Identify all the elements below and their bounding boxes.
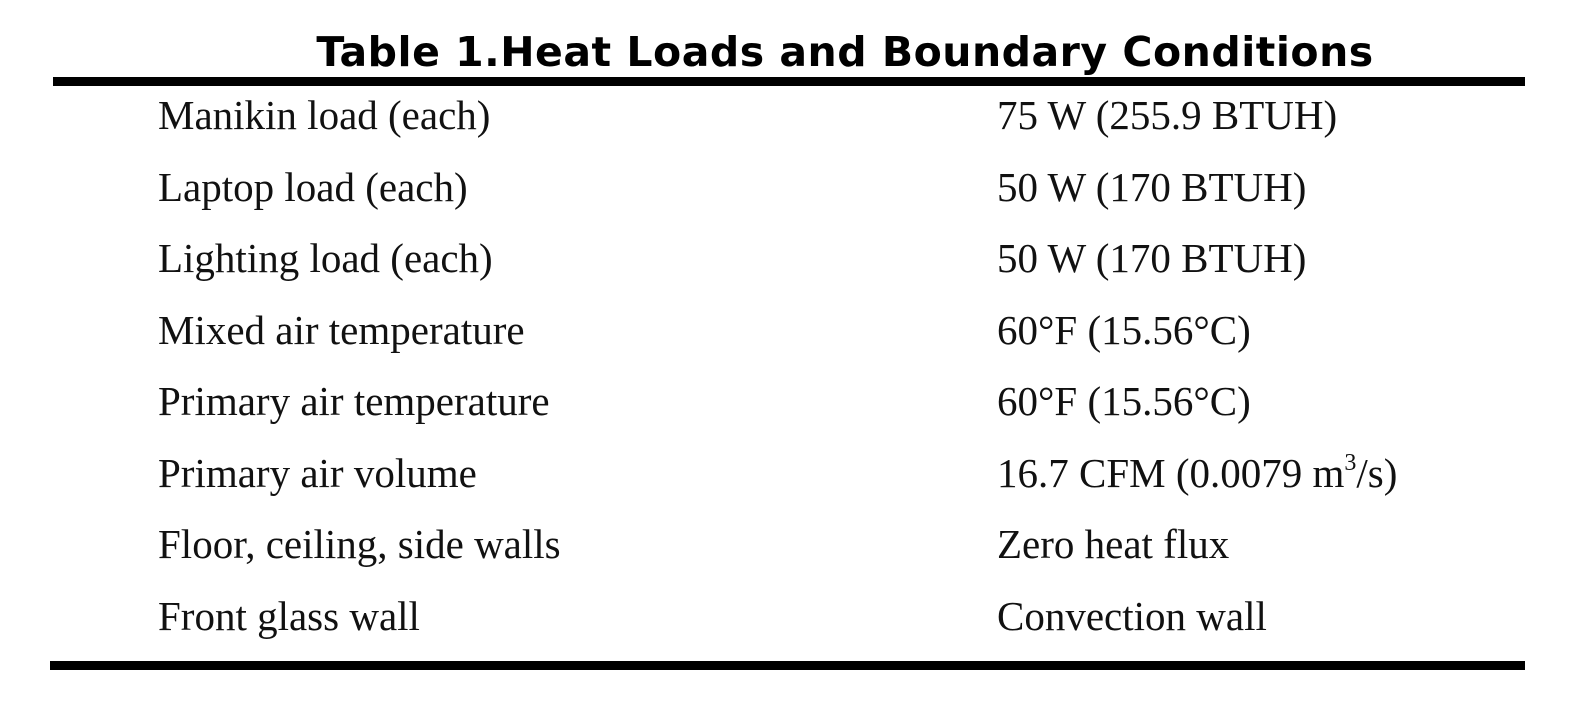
table-body [0,80,1594,652]
row-value: 60°F (15.56°C) [997,306,1251,353]
row-value: Convection wall [997,592,1267,639]
row-label: Primary air temperature [158,378,550,424]
row-value: 75 W (255.9 BTUH) [997,92,1338,138]
value-superscript: 3 [1344,449,1357,476]
row-value: 50 W (170 BTUH) [997,235,1307,281]
row-label: Lighting load (each) [158,235,493,281]
row-value [997,438,1397,510]
row-value: Zero heat flux [997,521,1230,567]
table-row [0,581,1594,653]
row-label: Front glass wall [158,592,420,639]
table-bottom-rule [50,661,1525,670]
value-prefix: 16.7 CFM (0.0079 m [997,449,1345,496]
row-value: 60°F (15.56°C) [997,378,1251,424]
row-label: Manikin load (each) [158,92,491,138]
table-row [0,295,1594,367]
table-row [0,80,1594,152]
table-row [0,223,1594,295]
table-title: Table 1.Heat Loads and Boundary Conditions [316,28,1374,76]
row-label: Primary air volume [158,449,477,496]
value-suffix: /s) [1356,449,1398,496]
table-row [0,152,1594,224]
row-label: Laptop load (each) [158,163,468,210]
row-value: 50 W (170 BTUH) [997,163,1307,210]
table-row [0,438,1594,510]
table-row [0,509,1594,581]
row-label: Floor, ceiling, side walls [158,521,561,567]
table-row [0,366,1594,438]
row-label: Mixed air temperature [158,306,525,353]
